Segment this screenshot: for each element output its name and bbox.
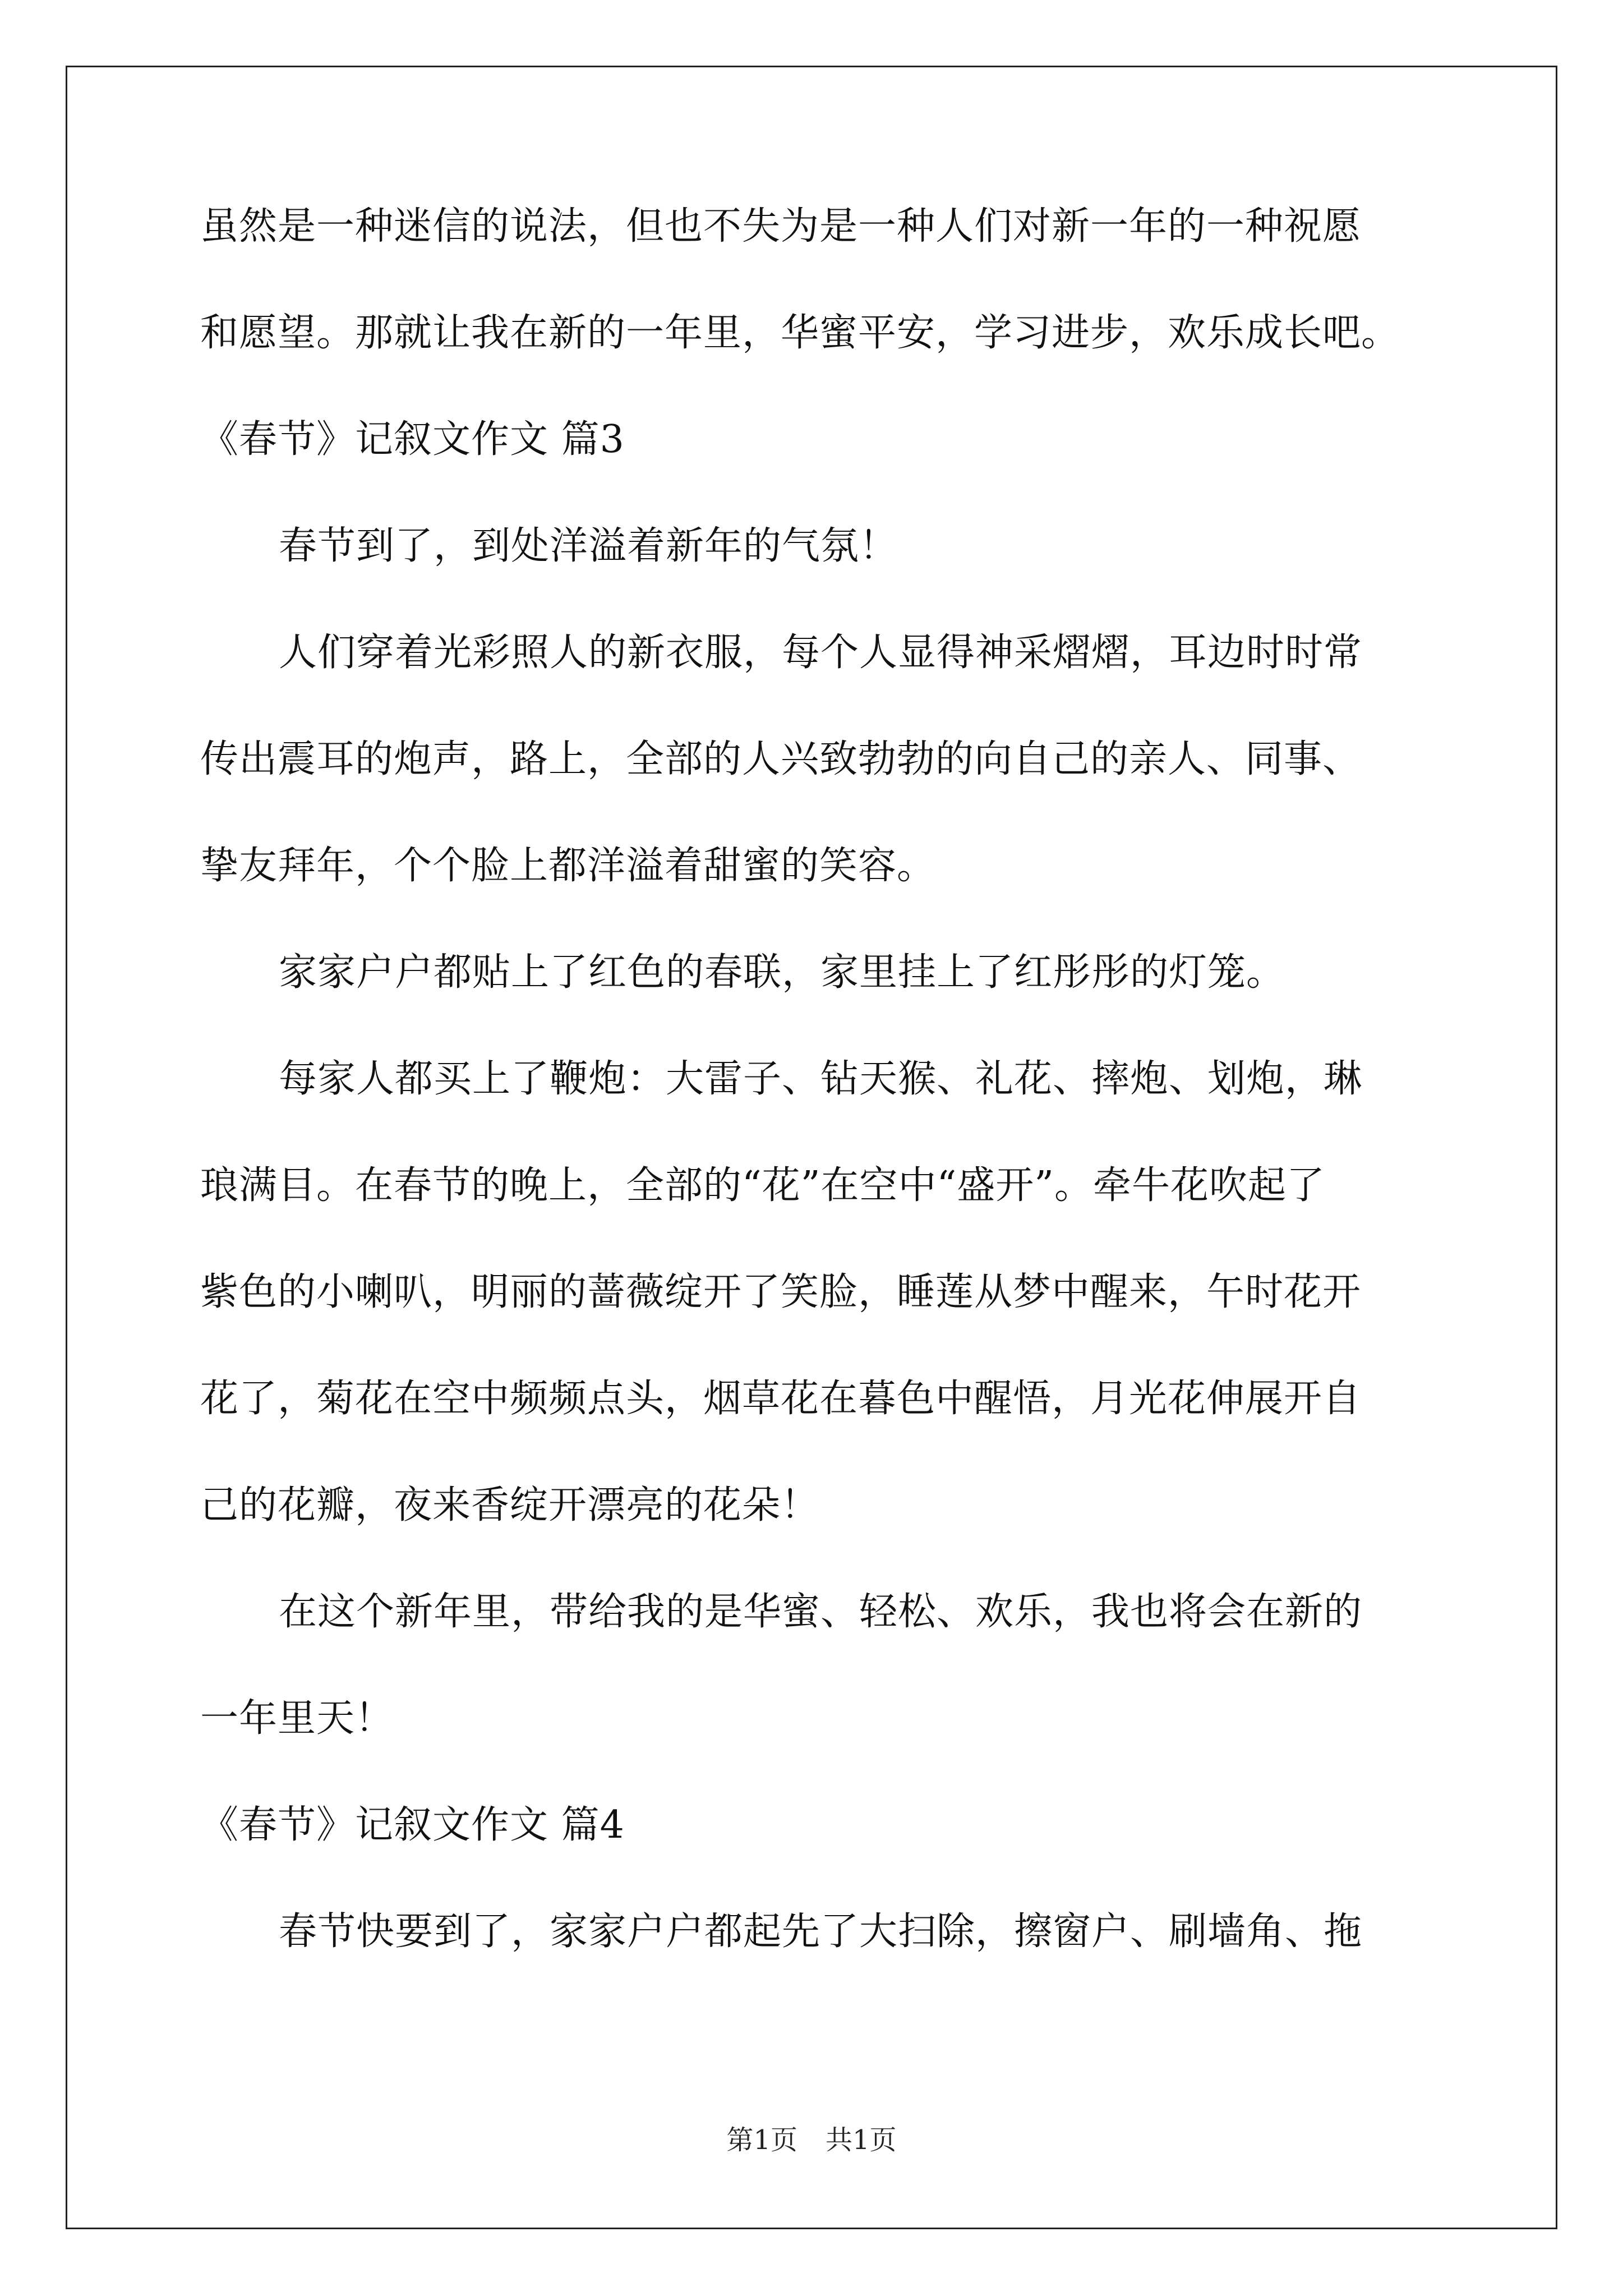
section-heading-3: 《春节》记叙文作文 篇3 (200, 417, 625, 462)
paragraph-line: 家家户户都贴上了红色的春联，家里挂上了红彤彤的灯笼。 (279, 950, 1285, 995)
paragraph-line: 每家人都买上了鞭炮：大雷子、钻天猴、礼花、摔炮、划炮，琳 (279, 1057, 1363, 1101)
page-footer (0, 2123, 1623, 2157)
body-line-1: 虽然是一种迷信的说法，但也不失为是一种人们对新一年的一种祝愿 (200, 204, 1362, 249)
paragraph-line: 春节快要到了，家家户户都起先了大扫除，擦窗户、刷墙角、拖 (279, 1910, 1363, 1954)
paragraph-line: 己的花瓣，夜来香绽开漂亮的花朵！ (200, 1483, 820, 1527)
body-line-2: 和愿望。那就让我在新的一年里，华蜜平安，学习进步，欢乐成长吧。 (200, 311, 1400, 355)
paragraph-line: 一年里天！ (200, 1696, 394, 1741)
document-body (200, 200, 1445, 2012)
paragraph-line: 春节到了，到处洋溢着新年的气氛！ (279, 524, 898, 568)
paragraph-line: 在这个新年里，带给我的是华蜜、轻松、欢乐，我也将会在新的 (279, 1590, 1363, 1634)
page-number: 第1页 (726, 2124, 797, 2156)
paragraph-line: 紫色的小喇叭，明丽的蔷薇绽开了笑脸，睡莲从梦中醒来，午时花开 (200, 1270, 1362, 1314)
paragraph-line: 琅满目。在春节的晚上，全部的“花”在空中“盛开”。牵牛花吹起了 (200, 1163, 1326, 1208)
paragraph-line: 挚友拜年，个个脸上都洋溢着甜蜜的笑容。 (200, 844, 936, 888)
paragraph-line: 人们穿着光彩照人的新衣服，每个人显得神采熠熠，耳边时时常 (279, 631, 1363, 675)
paragraph-line: 传出震耳的炮声，路上，全部的人兴致勃勃的向自己的亲人、同事、 (200, 737, 1362, 781)
paragraph-line: 花了，菊花在空中频频点头，烟草花在暮色中醒悟，月光花伸展开自 (200, 1377, 1362, 1421)
page-total: 共1页 (826, 2124, 897, 2156)
section-heading-4: 《春节》记叙文作文 篇4 (200, 1803, 625, 1847)
